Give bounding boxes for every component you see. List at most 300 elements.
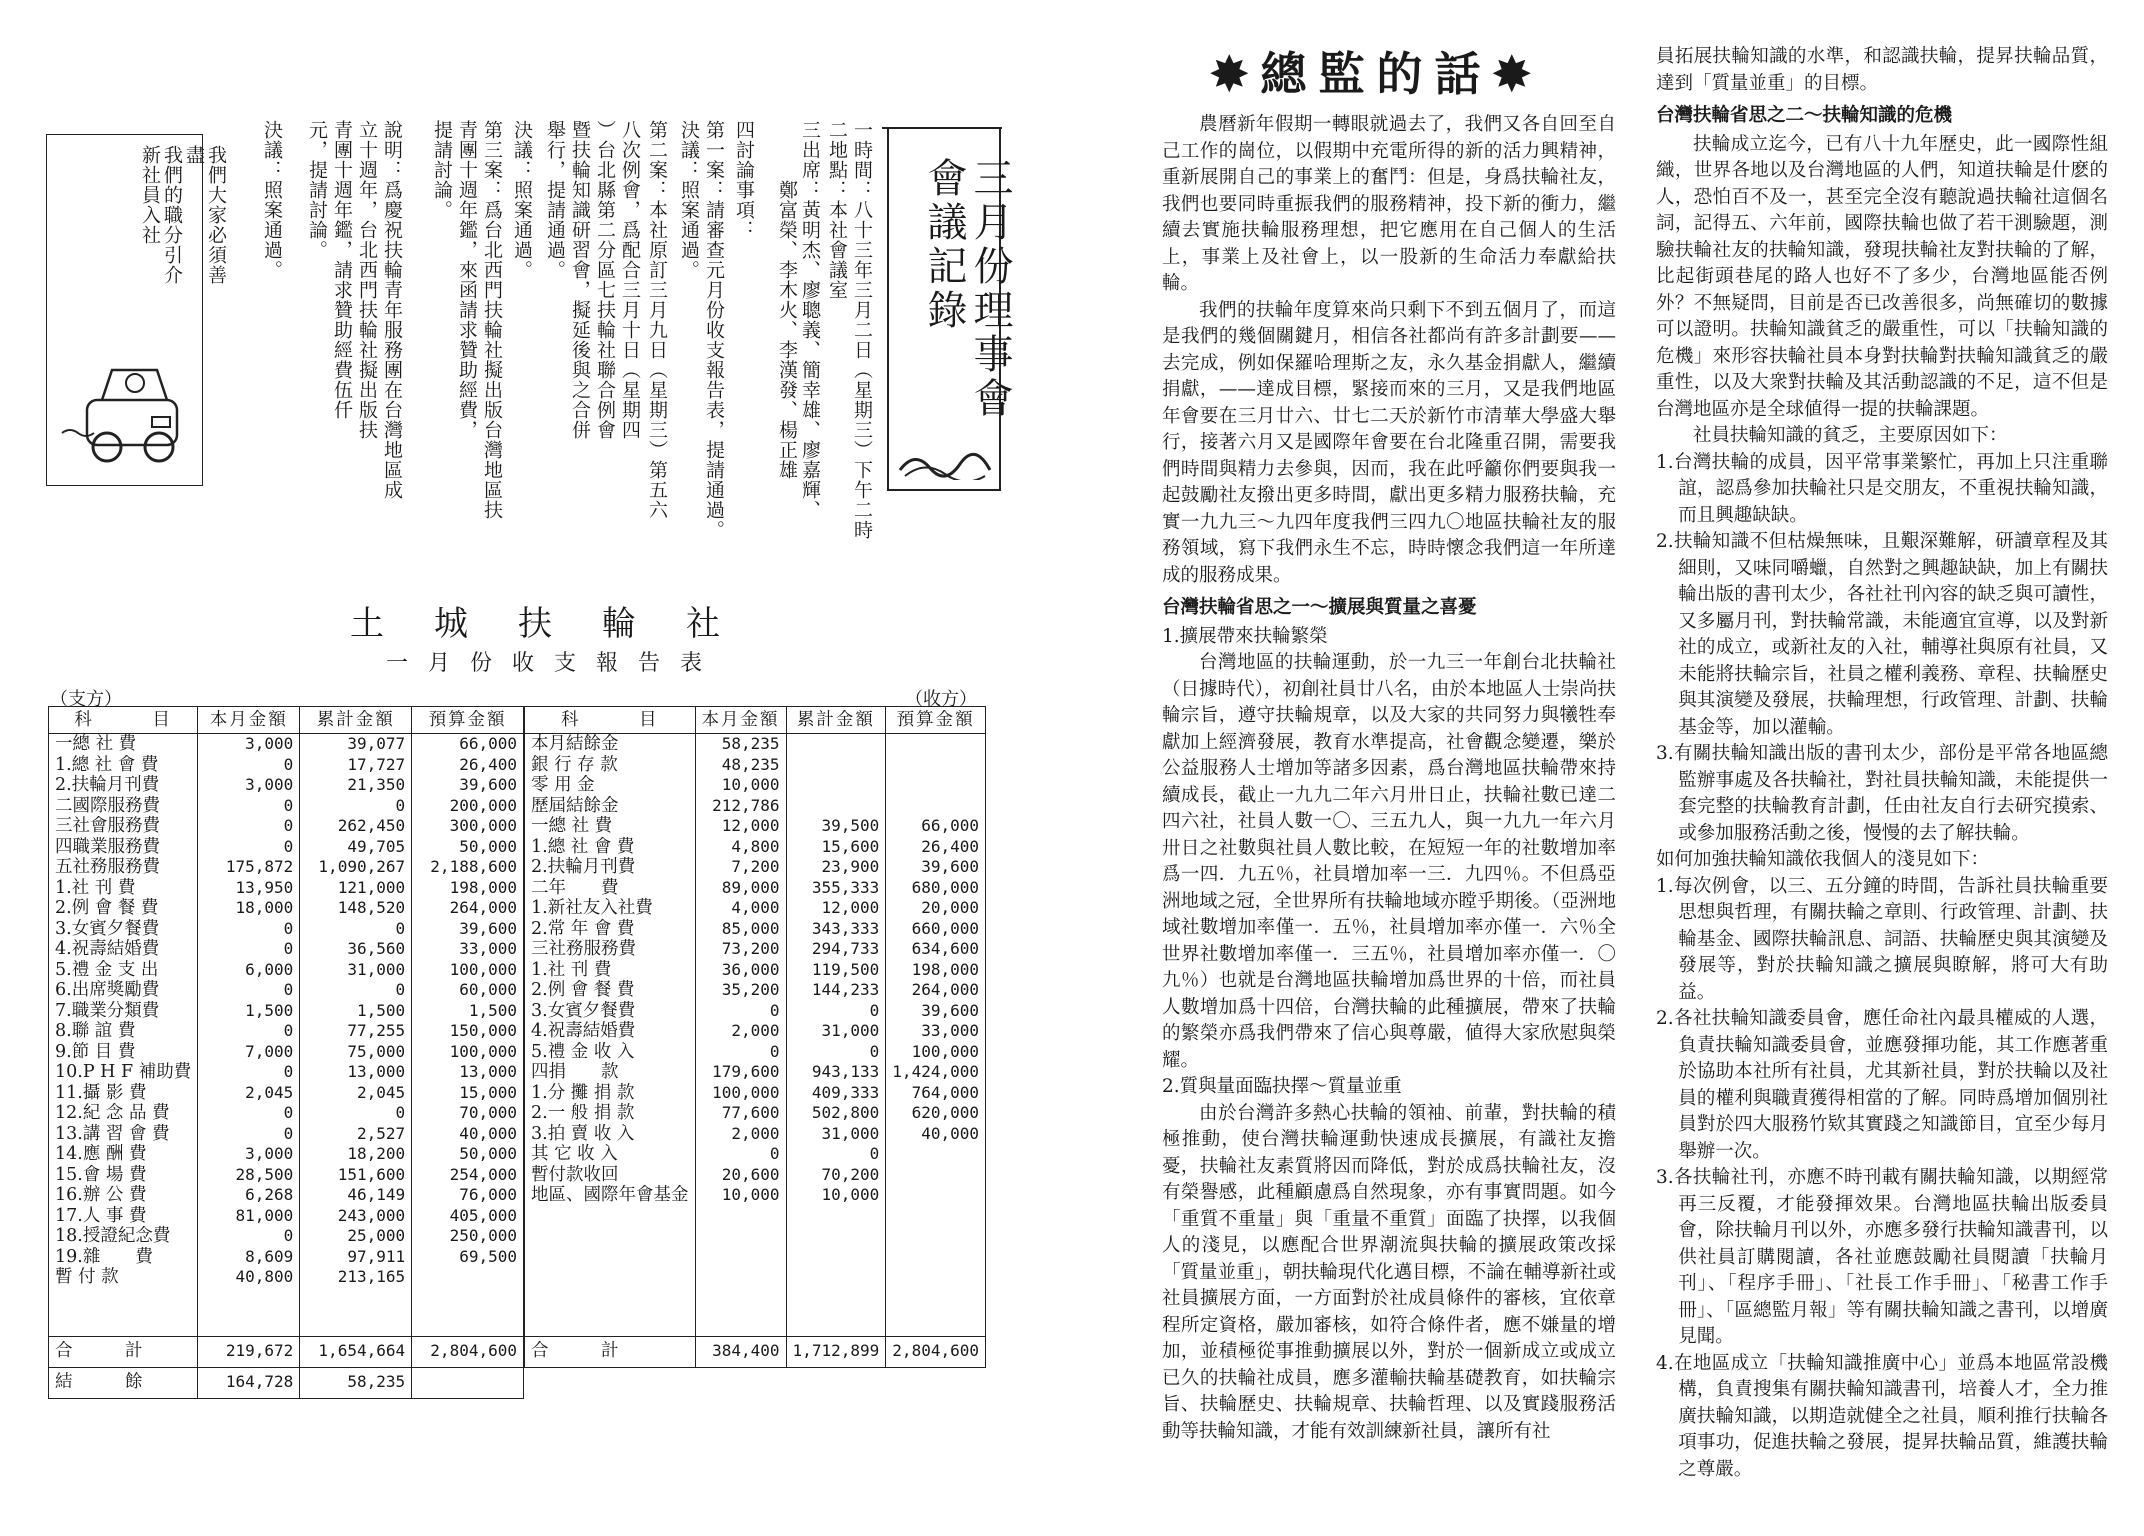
- empty-cell: [695, 1267, 786, 1288]
- amount-cell: 0: [198, 1021, 300, 1042]
- title-hanger: [882, 127, 1002, 129]
- empty-cell: [786, 1247, 886, 1268]
- total-value: 2,804,600: [886, 1336, 986, 1367]
- amount-cell: [886, 1144, 986, 1165]
- amount-cell: 0: [198, 816, 300, 837]
- amount-cell: 213,165: [300, 1267, 412, 1288]
- amount-cell: 58,235: [695, 734, 786, 755]
- expense-row: [49, 960, 524, 981]
- amount-cell: 10,000: [786, 1185, 886, 1206]
- article-headline: [1210, 38, 1543, 104]
- amount-cell: 0: [198, 1124, 300, 1145]
- account-name: 8.聯 誼 費: [49, 1021, 198, 1042]
- account-name: 5.禮 金 支 出: [49, 960, 198, 981]
- header-month: 本月金額: [198, 707, 300, 734]
- expense-row: [49, 837, 524, 858]
- amount-cell: 4,000: [695, 898, 786, 919]
- expense-total-row: [49, 1336, 524, 1367]
- income-table: [524, 706, 986, 1368]
- account-name: 四職業服務費: [49, 837, 198, 858]
- empty-cell: [525, 1288, 696, 1337]
- income-row: [525, 755, 986, 776]
- amount-cell: 0: [198, 1062, 300, 1083]
- amount-cell: 1,500: [300, 1001, 412, 1022]
- amount-cell: 20,600: [695, 1165, 786, 1186]
- income-row: [525, 960, 986, 981]
- amount-cell: 4,800: [695, 837, 786, 858]
- amount-cell: 0: [198, 1226, 300, 1247]
- amount-cell: 12,000: [786, 898, 886, 919]
- income-row: [525, 939, 986, 960]
- amount-cell: 18,200: [300, 1144, 412, 1165]
- account-name: 2.扶輪月刊費: [525, 857, 696, 878]
- list-item: 2.扶輪知識不但枯燥無味，且艱深難解，研讀章程及其細則，又味同嚼蠟，自然對之興趣缺缺，加上有關扶輪出版的書刊太少，各社社刊內容的缺乏與可讀性，又多屬月刊，對扶輪常識，未能適宜宣導，以及對新社的成立，或新社友的入社，輔導社與原有社員，又未能將扶輪宗旨，社員之權利義務、章程、扶輪歷史與其演變及發展，扶輪理想，行政管理、計劃、扶輪基金等，加以灌輸。: [1656, 531, 2108, 738]
- empty-cell: [49, 1288, 198, 1337]
- amount-cell: 39,600: [412, 775, 524, 796]
- amount-cell: 2,527: [300, 1124, 412, 1145]
- amount-cell: 39,600: [886, 857, 986, 878]
- amount-cell: 405,000: [412, 1206, 524, 1227]
- minutes-line: 一時間：八十三年三月二日（星期三）下午二時: [851, 120, 873, 540]
- amount-cell: 31,000: [786, 1124, 886, 1145]
- amount-cell: [886, 775, 986, 796]
- amount-cell: 0: [198, 1103, 300, 1124]
- amount-cell: 85,000: [695, 919, 786, 940]
- headline-text: 總監的話: [1260, 47, 1493, 101]
- minutes-line: 第一案：請審查元月份收支報告表，提請通過。: [703, 120, 725, 540]
- expense-row: [49, 1144, 524, 1165]
- amount-cell: 31,000: [786, 1021, 886, 1042]
- amount-cell: 254,000: [412, 1165, 524, 1186]
- amount-cell: [786, 775, 886, 796]
- amount-cell: 49,705: [300, 837, 412, 858]
- account-name: 16.辦 公 費: [49, 1185, 198, 1206]
- amount-cell: 10,000: [695, 1185, 786, 1206]
- paragraph: 社員扶輪知識的貧乏，主要原因如下：: [1693, 425, 2008, 446]
- account-name: 2.常 年 會 費: [525, 919, 696, 940]
- account-name: 1.分 攤 捐 款: [525, 1083, 696, 1104]
- amount-cell: 0: [300, 919, 412, 940]
- amount-cell: 3,000: [198, 775, 300, 796]
- amount-cell: 2,045: [198, 1083, 300, 1104]
- minutes-line: 決議：照案通過。: [511, 120, 533, 280]
- account-name: 9.節 目 費: [49, 1042, 198, 1063]
- car-illustration-icon: [57, 345, 192, 475]
- amount-cell: 6,000: [198, 960, 300, 981]
- amount-cell: 50,000: [412, 1144, 524, 1165]
- empty-cell: [886, 1247, 986, 1268]
- empty-cell: [525, 1206, 696, 1227]
- expense-row: [49, 857, 524, 878]
- amount-cell: 70,200: [786, 1165, 886, 1186]
- amount-cell: 0: [695, 1042, 786, 1063]
- amount-cell: 76,000: [412, 1185, 524, 1206]
- list-item: 1.每次例會，以三、五分鐘的時間，告訴社員扶輪重要思想與哲理，有關扶輪之章則、行政管理、計劃、扶輪基金、國際扶輪訊息、詞語、扶輪歷史與其演變及發展等，對於扶輪知識之擴展與瞭解，將可大有助益。: [1656, 875, 2108, 1003]
- amount-cell: 250,000: [412, 1226, 524, 1247]
- amount-cell: 25,000: [300, 1226, 412, 1247]
- account-name: 銀 行 存 款: [525, 755, 696, 776]
- amount-cell: 17,727: [300, 755, 412, 776]
- amount-cell: 28,500: [198, 1165, 300, 1186]
- amount-cell: 0: [198, 939, 300, 960]
- minutes-line: 三出席：黃明杰、廖聰義、簡幸雄、廖嘉輝、: [799, 120, 821, 520]
- amount-cell: [886, 1185, 986, 1206]
- amount-cell: 1,090,267: [300, 857, 412, 878]
- amount-cell: [412, 1267, 524, 1288]
- amount-cell: 620,000: [886, 1103, 986, 1124]
- account-name: 零 用 金: [525, 775, 696, 796]
- amount-cell: 100,000: [695, 1083, 786, 1104]
- amount-cell: 100,000: [886, 1042, 986, 1063]
- filler-row: [525, 1226, 986, 1247]
- filler-row: [525, 1206, 986, 1227]
- filler-row: [525, 1247, 986, 1268]
- amount-cell: 680,000: [886, 878, 986, 899]
- paragraph: 員拓展扶輪知識的水準，和認識扶輪，提昇扶輪品質，達到「質量並重」的目標。: [1656, 46, 2108, 94]
- amount-cell: 409,333: [786, 1083, 886, 1104]
- income-row: [525, 796, 986, 817]
- empty-cell: [525, 1226, 696, 1247]
- amount-cell: 36,560: [300, 939, 412, 960]
- amount-cell: 10,000: [695, 775, 786, 796]
- minutes-line: 第二案：本社原訂三月九日（星期三）第五六: [646, 120, 668, 520]
- amount-cell: 46,149: [300, 1185, 412, 1206]
- account-name: 7.職業分類費: [49, 1001, 198, 1022]
- empty-cell: [525, 1267, 696, 1288]
- amount-cell: 7,200: [695, 857, 786, 878]
- flower-ornament-icon: ✸: [1492, 47, 1544, 101]
- empty-cell: [786, 1288, 886, 1337]
- income-header-row: [525, 707, 986, 734]
- account-name: 2.一 般 捐 款: [525, 1103, 696, 1124]
- income-row: [525, 1083, 986, 1104]
- account-name: 5.禮 金 收 入: [525, 1042, 696, 1063]
- expense-row: [49, 1021, 524, 1042]
- amount-cell: 18,000: [198, 898, 300, 919]
- amount-cell: 21,350: [300, 775, 412, 796]
- gap-row: [525, 1288, 986, 1337]
- amount-cell: 15,000: [412, 1083, 524, 1104]
- amount-cell: [886, 796, 986, 817]
- account-name: 一總 社 費: [525, 816, 696, 837]
- account-name: 地區、國際年會基金: [525, 1185, 696, 1206]
- amount-cell: 73,200: [695, 939, 786, 960]
- income-row: [525, 980, 986, 1001]
- total-label: 合 計: [525, 1336, 696, 1367]
- amount-cell: 0: [198, 919, 300, 940]
- account-name: 14.應 酬 費: [49, 1144, 198, 1165]
- account-name: 三社務服務費: [525, 939, 696, 960]
- amount-cell: 77,255: [300, 1021, 412, 1042]
- empty-cell: [786, 1226, 886, 1247]
- header-budget: 預算金額: [886, 707, 986, 734]
- minutes-line: 暨扶輪知識研習會，擬延後與之合併: [569, 120, 591, 440]
- minutes-line: 八次例會，爲配合三月十日（星期四: [619, 120, 641, 440]
- amount-cell: [886, 734, 986, 755]
- minutes-line: 說明：爲慶祝扶輪青年服務團在台灣地區成: [381, 120, 403, 500]
- expense-row: [49, 1247, 524, 1268]
- income-row: [525, 1062, 986, 1083]
- amount-cell: [886, 1165, 986, 1186]
- empty-cell: [695, 1247, 786, 1268]
- amount-cell: 6,268: [198, 1185, 300, 1206]
- header-subject: 科 目: [525, 707, 696, 734]
- amount-cell: 343,333: [786, 919, 886, 940]
- account-name: 暫 付 款: [49, 1267, 198, 1288]
- amount-cell: 634,600: [886, 939, 986, 960]
- paragraph: 我們的扶輪年度算來尚只剩下不到五個月了，而這是我們的幾個關鍵月，相信各社都尚有許多計劃要——去完成，例如保羅哈理斯之友，永久基金捐獻人，繼續捐獻，——達成目標，緊接而來的三月，又是我們地區年會要在三月廿六、廿七二天於新竹市清華大學盛大舉行，接著六月又是國際年會要在台北隆重召開，需要我們時間與精力去參與，因而，我在此呼籲你們要與我一起鼓勵社友撥出更多時間，獻出更多精力服務扶輪，充實一九九三～九四年度我們三四九〇地區扶輪社友的服務領域，寫下我們永生不忘，時時懷念我們這一年所達成的服務成果。: [1162, 299, 1616, 586]
- amount-cell: 151,600: [300, 1165, 412, 1186]
- account-name: 1.總 社 會 費: [49, 755, 198, 776]
- empty-cell: [886, 1288, 986, 1337]
- amount-cell: 2,045: [300, 1083, 412, 1104]
- account-name: 17.人 事 費: [49, 1206, 198, 1227]
- total-value: 1,654,664: [300, 1336, 412, 1367]
- subsection-heading: 2.質與量面臨抉擇～質量並重: [1162, 1076, 1402, 1097]
- account-name: 本月結餘金: [525, 734, 696, 755]
- header-cumulative: 累計金額: [786, 707, 886, 734]
- amount-cell: 0: [198, 796, 300, 817]
- expense-row: [49, 796, 524, 817]
- amount-cell: 148,520: [300, 898, 412, 919]
- empty-cell: [786, 1206, 886, 1227]
- account-name: 一總 社 費: [49, 734, 198, 755]
- account-name: 三社會服務費: [49, 816, 198, 837]
- amount-cell: 60,000: [412, 980, 524, 1001]
- income-row: [525, 878, 986, 899]
- income-row: [525, 1021, 986, 1042]
- income-row: [525, 898, 986, 919]
- paragraph: 扶輪成立迄今，已有八十九年歷史，此一國際性組織，世界各地以及台灣地區的人們，知道扶輪是什麽的人，恐怕百不及一，甚至完全沒有聽說過扶輪社這個名詞，記得五、六年前，國際扶輪也做了若干測驗題，測驗扶輪社友的扶輪知識，發現扶輪社友對扶輪的了解，比起街頭巷尾的路人也好不了多少，台灣地區能否例外？不無疑問，目前是否已改善很多，尚無確切的數據可以證明。扶輪知識貧乏的嚴重性，可以「扶輪知識的危機」來形容扶輪社員本身對扶輪對扶輪知識貧乏的嚴重性，以及大衆對扶輪及其活動認識的不足，這不但是台灣地區亦是全球値得一提的扶輪課題。: [1656, 133, 2108, 420]
- empty-cell: [886, 1267, 986, 1288]
- account-name: 二年 費: [525, 878, 696, 899]
- amount-cell: 0: [786, 1001, 886, 1022]
- account-name: 歷屆結餘金: [525, 796, 696, 817]
- expense-row: [49, 1062, 524, 1083]
- minutes-line: 鄭富榮、李木火、李漢發、楊正雄: [776, 120, 798, 480]
- empty-cell: [525, 1247, 696, 1268]
- income-row: [525, 1124, 986, 1145]
- expense-row: [49, 755, 524, 776]
- filler-row: [525, 1267, 986, 1288]
- paragraph: 由於台灣許多熱心扶輪的領袖、前輩，對扶輪的積極推動，使台灣扶輪運動快速成長擴展，有識社友擔憂，扶輪社友素質將因而降低，對於成爲扶輪社友，沒有榮譽感，此種顧慮爲自然現象，亦有事實問題。如今「重質不重量」與「重量不重質」面臨了抉擇，以我個人的淺見，以應配合世界潮流與扶輪的擴展政策改採「質量並重」，朝扶輪現代化邁目標，不論在輔導新社或社員擴展方面，一方面對於社成員條件的審核，宜依章程所定資格，嚴加審核，如符合條件者，應不嫌量的增加，並積極從事推動擴展以外，對於一個新成立或成立已久的扶輪社成員，應多灌輸扶輪基礎教育，如扶輪宗旨、扶輪歷史、扶輪規章、扶輪哲理、以及實踐服務活動等扶輪知識，才能有效訓練新社員，讓所有社: [1162, 1102, 1616, 1442]
- notice-box: [46, 134, 227, 486]
- account-name: 四捐 款: [525, 1062, 696, 1083]
- income-row: [525, 1185, 986, 1206]
- expense-header-row: [49, 707, 524, 734]
- amount-cell: 33,000: [886, 1021, 986, 1042]
- amount-cell: 50,000: [412, 837, 524, 858]
- balance-value: 58,235: [300, 1367, 412, 1398]
- expense-row: [49, 1103, 524, 1124]
- total-value: 384,400: [695, 1336, 786, 1367]
- minutes-title-box: [887, 127, 1013, 491]
- expense-row: [49, 1165, 524, 1186]
- expense-label: （支方）: [50, 689, 122, 710]
- expense-row: [49, 898, 524, 919]
- minutes-line: 元，提請討論。: [306, 120, 328, 260]
- amount-cell: 200,000: [412, 796, 524, 817]
- income-row: [525, 734, 986, 755]
- amount-cell: [786, 796, 886, 817]
- empty-cell: [695, 1226, 786, 1247]
- expense-row: [49, 980, 524, 1001]
- minutes-line: 立十週年，台北西門扶輪社擬出版扶: [356, 120, 378, 440]
- amount-cell: 39,500: [786, 816, 886, 837]
- section-heading: 台灣扶輪省思之二～扶輪知識的危機: [1656, 105, 1953, 126]
- paragraph: 台灣地區的扶輪運動，於一九三一年創台北扶輪社（日據時代），初創社員廿八名，由於本地區人士崇尚扶輪宗旨，遵守扶輪規章，以及大家的共同努力與犧牲奉獻加上經濟發展，教育水準提高，社會觀念變遷，樂於公益服務人士增加等諸多因素，爲台灣地區扶輪帶來持續成長，截止一九九二年六月卅日止，扶輪社數已達二四六社，社員人數一〇、三五九人，與一九九一年六月卅日之社數與社員人數比較，在短短一年的社數增加率爲一四．九五％，社員增加率一三．九四％。不但爲亞洲地域之冠，全世界所有扶輪地域亦瞠乎期後。（亞洲地域社數增加率僅一．五％，社員增加率亦僅一．六％全世界社數增加率僅一．三五％，社員增加率亦僅一．〇九％）也就是台灣地區扶輪增加爲世界的十倍，而社員人數增加爲十四倍，台灣扶輪的此種擴展，帶來了扶輪的繁榮亦爲我們帶來了信心與尊嚴，値得大家欣慰與榮耀。: [1162, 652, 1616, 1071]
- income-row: [525, 816, 986, 837]
- expense-row: [49, 1001, 524, 1022]
- amount-cell: 39,600: [886, 1001, 986, 1022]
- amount-cell: 0: [300, 980, 412, 1001]
- expense-row: [49, 1206, 524, 1227]
- total-value: 1,712,899: [786, 1336, 886, 1367]
- amount-cell: 198,000: [412, 878, 524, 899]
- expense-row: [49, 1083, 524, 1104]
- amount-cell: 39,077: [300, 734, 412, 755]
- income-label: （收方）: [905, 689, 977, 710]
- report-title: 土城扶輪社: [350, 604, 770, 644]
- account-name: 五社務服務費: [49, 857, 198, 878]
- article-column-1: [1162, 112, 1616, 1445]
- amount-cell: 943,133: [786, 1062, 886, 1083]
- empty-cell: [786, 1267, 886, 1288]
- amount-cell: 35,200: [695, 980, 786, 1001]
- account-name: 6.出席獎勵費: [49, 980, 198, 1001]
- amount-cell: 2,188,600: [412, 857, 524, 878]
- account-name: 1.總 社 會 費: [525, 837, 696, 858]
- paragraph: 農曆新年假期一轉眼就過去了，我們又各自回至自己工作的崗位，以假期中充電所得的新的活力興精神，重新展開自己的事業上的奮鬥：但是，身爲扶輪社友，我們也要同時重振我們的服務精神，投下新的衝力，繼續去實施扶輪服務理想，把它應用在自己個人的生活上，事業上及社會上，以一股新的生命活力奉獻給扶輪。: [1162, 114, 1616, 294]
- amount-cell: 212,786: [695, 796, 786, 817]
- minutes-line: 二地點：本社會議室: [826, 120, 848, 300]
- amount-cell: 0: [198, 980, 300, 1001]
- article-column-2: [1656, 44, 2108, 1483]
- amount-cell: 13,950: [198, 878, 300, 899]
- header-cumulative: 累計金額: [300, 707, 412, 734]
- account-name: 3.女賓夕餐費: [49, 919, 198, 940]
- paragraph: 如何加強扶輪知識依我個人的淺見如下：: [1656, 849, 1990, 870]
- amount-cell: 70,000: [412, 1103, 524, 1124]
- empty-cell: [198, 1288, 300, 1337]
- amount-cell: 26,400: [412, 755, 524, 776]
- amount-cell: 179,600: [695, 1062, 786, 1083]
- empty-cell: [886, 1206, 986, 1227]
- amount-cell: 262,450: [300, 816, 412, 837]
- amount-cell: 764,000: [886, 1083, 986, 1104]
- amount-cell: 175,872: [198, 857, 300, 878]
- amount-cell: 264,000: [886, 980, 986, 1001]
- amount-cell: 0: [786, 1144, 886, 1165]
- amount-cell: 1,424,000: [886, 1062, 986, 1083]
- header-budget: 預算金額: [412, 707, 524, 734]
- amount-cell: 13,000: [412, 1062, 524, 1083]
- expense-row: [49, 939, 524, 960]
- wave-ornament-icon: [895, 440, 995, 480]
- amount-cell: 0: [695, 1144, 786, 1165]
- list-item: 2.各社扶輪知識委員會，應任命社內最具權威的人選，負責扶輪知識委員會，並應發揮功能，其工作應著重於協助本社所有社員，尤其新社員，對於扶輪以及社員的權利與職責獲得相當的了解。同時爲增加個別社員對於四大服務竹欵其實踐之知識節目，宜至少每月舉辦一次。: [1656, 1008, 2108, 1162]
- amount-cell: 2,000: [695, 1124, 786, 1145]
- amount-cell: 69,500: [412, 1247, 524, 1268]
- empty-cell: [695, 1288, 786, 1337]
- account-name: 12.紀 念 品 費: [49, 1103, 198, 1124]
- expense-row: [49, 1185, 524, 1206]
- account-name: 暫付款收回: [525, 1165, 696, 1186]
- amount-cell: 40,000: [886, 1124, 986, 1145]
- amount-cell: [786, 734, 886, 755]
- account-name: 二國際服務費: [49, 796, 198, 817]
- amount-cell: 119,500: [786, 960, 886, 981]
- income-total-row: [525, 1336, 986, 1367]
- empty-cell: [300, 1288, 412, 1337]
- amount-cell: 12,000: [695, 816, 786, 837]
- subsection-heading: 1.擴展帶來扶輪繁榮: [1162, 625, 1328, 647]
- account-name: 1.新社友入社費: [525, 898, 696, 919]
- amount-cell: 13,000: [300, 1062, 412, 1083]
- empty-cell: [412, 1367, 524, 1398]
- amount-cell: 0: [198, 837, 300, 858]
- amount-cell: 36,000: [695, 960, 786, 981]
- amount-cell: 23,900: [786, 857, 886, 878]
- amount-cell: 40,800: [198, 1267, 300, 1288]
- income-row: [525, 1144, 986, 1165]
- income-row: [525, 919, 986, 940]
- amount-cell: 26,400: [886, 837, 986, 858]
- account-name: 1.社 刊 費: [49, 878, 198, 899]
- income-row: [525, 1165, 986, 1186]
- amount-cell: 89,000: [695, 878, 786, 899]
- income-row: [525, 775, 986, 796]
- expense-row: [49, 734, 524, 755]
- amount-cell: 1,500: [198, 1001, 300, 1022]
- amount-cell: 15,600: [786, 837, 886, 858]
- account-name: 18.授證紀念費: [49, 1226, 198, 1247]
- list-item: 1.台灣扶輪的成員，因平常事業繁忙，再加上只注重聯誼，認爲參加扶輪社只是交朋友，不重視扶輪知識，而且興趣缺缺。: [1656, 451, 2108, 526]
- amount-cell: 7,000: [198, 1042, 300, 1063]
- amount-cell: 0: [695, 1001, 786, 1022]
- expense-table: [48, 706, 524, 1399]
- account-name: 3.女賓夕餐費: [525, 1001, 696, 1022]
- notice-text: 我們大家必須善盡 我們的職分引介 新社員入社: [139, 145, 227, 285]
- amount-cell: 660,000: [886, 919, 986, 940]
- amount-cell: 0: [300, 796, 412, 817]
- account-name: 2.例 會 餐 費: [49, 898, 198, 919]
- minutes-line: 青團十週年鑑，請求贊助經費伍仟: [331, 120, 353, 420]
- amount-cell: 355,333: [786, 878, 886, 899]
- list-item: 3.有關扶輪知識出版的書刊太少，部份是平常各地區總監辦事處及各扶輪社，對社員扶輪知識，未能提供一套完整的扶輪教育計劃，任由社友自行去研究摸索、或參加服務活動之後，慢慢的去了解扶輪。: [1656, 743, 2108, 844]
- empty-cell: [412, 1288, 524, 1337]
- amount-cell: [786, 755, 886, 776]
- amount-cell: 66,000: [886, 816, 986, 837]
- minutes-line: 青團十週年鑑，來函請求贊助經費，: [456, 120, 478, 440]
- list-item: 4.在地區成立「扶輪知識推廣中心」並爲本地區常設機構，負責搜集有關扶輪知識書刊，培養人才，全力推廣扶輪知識，以期造就健全之社員，順利推行扶輪各項事功，促進扶輪之發展，提昇扶輪品質，維護扶輪之尊嚴。: [1656, 1352, 2108, 1480]
- empty-cell: [695, 1206, 786, 1227]
- amount-cell: 100,000: [412, 960, 524, 981]
- expense-row: [49, 1267, 524, 1288]
- account-name: 其 它 收 入: [525, 1144, 696, 1165]
- account-name: 4.祝壽結婚費: [49, 939, 198, 960]
- balance-label: 結 餘: [49, 1367, 198, 1398]
- account-name: 2.例 會 餐 費: [525, 980, 696, 1001]
- amount-cell: 48,235: [695, 755, 786, 776]
- income-row: [525, 1042, 986, 1063]
- total-label: 合 計: [49, 1336, 198, 1367]
- expense-row: [49, 1124, 524, 1145]
- amount-cell: 20,000: [886, 898, 986, 919]
- amount-cell: 502,800: [786, 1103, 886, 1124]
- header-month: 本月金額: [695, 707, 786, 734]
- amount-cell: 3,000: [198, 1144, 300, 1165]
